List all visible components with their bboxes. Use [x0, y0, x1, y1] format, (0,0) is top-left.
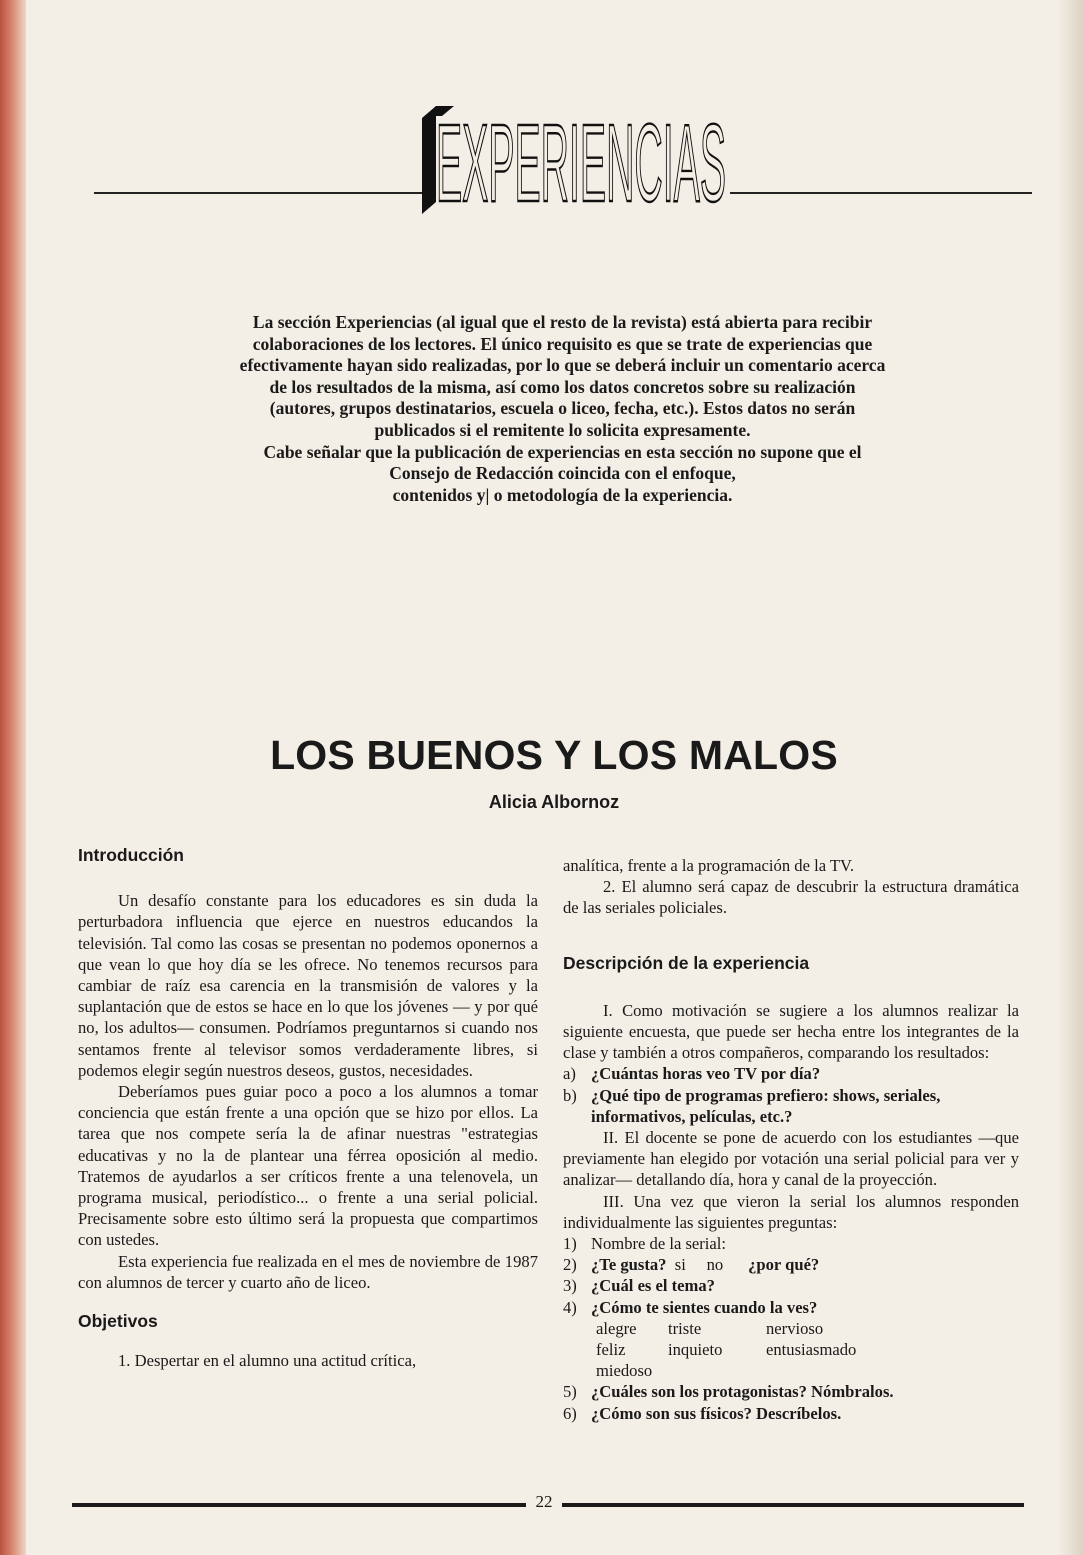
notice-line: Consejo de Redacción coincida con el enfoque, [389, 463, 736, 484]
notice-line: efectivamente hayan sido realizadas, por lo que se deberá incluir un comentario acerca [239, 355, 886, 376]
notice-line: de los resultados de la misma, así como los datos concretos sobre su realización [269, 376, 856, 397]
item-marker: 1) [563, 1234, 577, 1254]
list-item [563, 1381, 1019, 1402]
header-rule-left [94, 192, 426, 194]
survey-list [563, 1063, 1019, 1127]
description-heading: Descripción de la experiencia [563, 952, 810, 973]
notice-line: colaboraciones de los lectores. El único requisito es que se trate de experiencias que [252, 333, 873, 354]
footer-rule-left [72, 1503, 526, 1507]
question-text: ¿Cómo son sus físicos? Descríbelos. [591, 1403, 842, 1423]
feeling-option: nervioso [766, 1318, 824, 1338]
feeling-option: miedoso [596, 1361, 653, 1381]
intro-heading: Introducción [78, 845, 184, 865]
question-list-continued [563, 1381, 1019, 1423]
description-paragraph-1: I. Como motivación se sugiere a los alumnos realizar la siguiente encuesta, que puede ser hecha entre los integrantes de la clase y también a otros compañeros, comparando los resultados: [563, 1000, 1019, 1063]
masthead-logo [412, 98, 732, 216]
item-marker: 3) [563, 1276, 577, 1296]
question-text: Nombre de la serial: [591, 1234, 727, 1254]
section-notice [170, 312, 955, 506]
notice-line: Cabe señalar que la publicación de experiencias en esta sección no supone que el [263, 441, 862, 462]
list-item [563, 1275, 1019, 1296]
feeling-option: triste [668, 1318, 702, 1338]
description-paragraph-2: II. El docente se pone de acuerdo con los estudiantes —que previamente han elegido por votación una serial policial para ver y analizar— detallando día, hora y canal de la proyección. [563, 1128, 1019, 1190]
question-text: ¿Cuál es el tema? [591, 1276, 715, 1296]
list-item [563, 1403, 1019, 1424]
notice-line: publicados si el remitente lo solicita expresamente. [374, 419, 751, 440]
question-text: ¿por qué? [748, 1255, 820, 1275]
intro-paragraph-1: Un desafío constante para los educadores es sin duda la perturbadora influencia que ejerce en nuestros educandos la televisión. Tal como las cosas se presentan no podemos oponernos a que vean lo que hoy día se les ofrece. No tenemos recursos para cambiar de raíz esa carencia en la transmisión de valores y la suplantación que de estos se hace en lo que los jóvenes — y por qué no, los adultos— consumen. Podríamos preguntarnos si cuando nos sentamos frente al televisor somos verdaderamente libres, si podemos elegir según nuestros deseos, gustos, necesidades. [78, 891, 538, 1080]
column-right [563, 855, 1019, 1424]
item-marker: b) [563, 1085, 577, 1105]
list-item [563, 1085, 1019, 1127]
objective-2: 2. El alumno será capaz de descubrir la estructura dramática de las seriales policiales. [563, 877, 1019, 918]
feelings-grid [563, 1318, 1019, 1382]
objective-1-end: analítica, frente a la programación de la TV. [563, 856, 855, 875]
item-marker: a) [563, 1064, 576, 1084]
feeling-option: feliz [596, 1340, 626, 1360]
question-text: ¿Cómo te sientes cuando la ves? [591, 1297, 818, 1317]
answer-option: no [706, 1255, 724, 1275]
list-item [563, 1233, 1019, 1254]
question-list [563, 1233, 1019, 1318]
list-item [563, 1063, 1019, 1084]
feeling-option: alegre [596, 1318, 637, 1338]
page-number: 22 [535, 1492, 553, 1511]
masthead-title: EXPERIENCIAS [436, 102, 726, 216]
item-marker: 6) [563, 1403, 577, 1423]
column-left [78, 845, 538, 1371]
question-text: ¿Cuáles son los protagonistas? Nómbralos. [591, 1382, 894, 1402]
article-author: Alicia Albornoz [488, 792, 620, 812]
section-masthead [412, 98, 732, 216]
article-title: LOS BUENOS Y LOS MALOS [270, 732, 838, 778]
notice-line: contenidos y| o metodología de la experiencia. [392, 484, 733, 505]
description-paragraph-3: III. Una vez que vieron la serial los alumnos responden individualmente las siguientes preguntas: [563, 1191, 1019, 1232]
notice-line: (autores, grupos destinatarios, escuela o liceo, fecha, etc.). Estos datos no serán [269, 398, 856, 419]
intro-paragraph-2: Deberíamos pues guiar poco a poco a los alumnos a tomar conciencia que están frente a una opción que se hizo por ellos. La tarea que nos compete sería la de afinar nuestras "estrategias educativas y no la de plantear una férrea oposición al medio. Tratemos de ayudarlos a ser críticos frente a una telenovela, un programa musical, periodístico... o frente a una serial policial. Precisamente sobre esto último será la propuesta que compartimos con ustedes. [78, 1082, 538, 1250]
answer-option: si [674, 1255, 686, 1275]
survey-question: ¿Qué tipo de programas prefiero: shows, seriales, informativos, películas, etc.? [591, 1085, 941, 1126]
feeling-option: entusiasmado [766, 1340, 857, 1360]
footer-rule-right [562, 1503, 1024, 1507]
list-item [563, 1254, 1019, 1275]
notice-line: La sección Experiencias (al igual que el resto de la revista) está abierta para recibir [252, 312, 873, 332]
item-marker: 5) [563, 1382, 577, 1402]
header-rule-right [730, 192, 1032, 194]
list-item [563, 1297, 1019, 1318]
item-marker: 4) [563, 1297, 577, 1317]
objetivos-heading: Objetivos [78, 1311, 158, 1332]
question-text: ¿Te gusta? [591, 1255, 667, 1275]
survey-question: ¿Cuántas horas veo TV por día? [591, 1064, 821, 1084]
intro-paragraph-3: Esta experiencia fue realizada en el mes de noviembre de 1987 con alumnos de tercer y cuarto año de liceo. [78, 1251, 538, 1292]
item-marker: 2) [563, 1255, 577, 1275]
page-footer [72, 1492, 1024, 1517]
feeling-option: inquieto [668, 1340, 723, 1360]
objective-1-start: 1. Despertar en el alumno una actitud crítica, [118, 1351, 417, 1371]
